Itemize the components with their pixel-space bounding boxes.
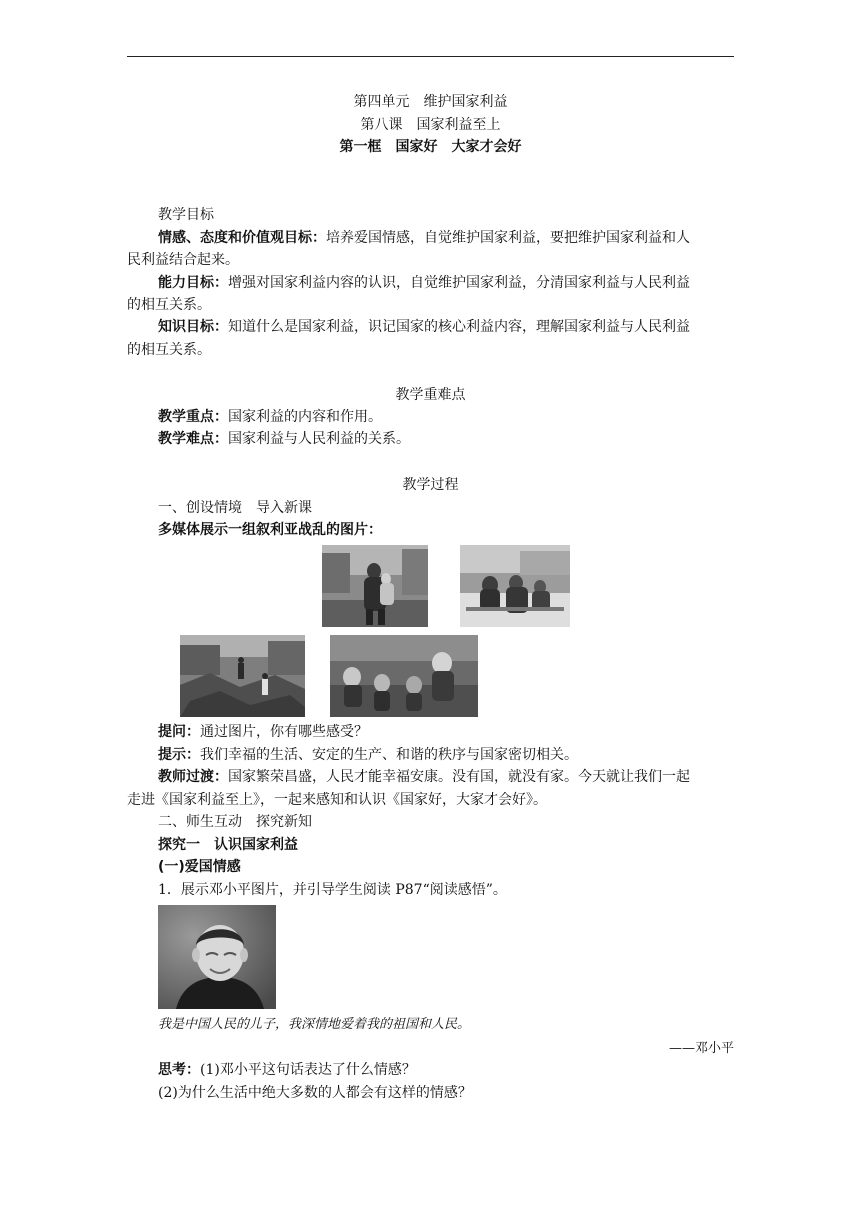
question-line [158,723,368,741]
key-points-heading: 教学重难点 [395,387,466,403]
focus-text: 国家利益的内容和作用。 [228,409,382,425]
war-photo-1 [322,545,428,627]
deng-xiaoping-portrait [158,905,276,1009]
think-text-1: (1)邓小平这句话表达了什么情感？ [200,1062,416,1078]
quote-author: ——邓小平 [668,1041,734,1056]
emotion-goal-cont: 民利益结合起来。 [127,252,239,268]
process-heading: 教学过程 [402,477,459,493]
war-photo-4 [330,635,478,717]
ability-goal-cont: 的相互关系。 [127,297,211,313]
unit-title: 第四单元 维护国家利益 [353,94,508,110]
ability-goal [158,274,690,292]
transition-line [158,768,690,786]
emotion-goal-text: 培养爱国情感，自觉维护国家利益，要把维护国家利益和人 [326,230,690,246]
question-text: 通过图片，你有哪些感受？ [200,724,368,740]
section-title: 第一框 国家好 大家才会好 [339,139,522,155]
transition-text: 国家繁荣昌盛，人民才能幸福安康。没有国，就没有家。今天就让我们一起 [228,769,690,785]
war-photo-2 [460,545,570,627]
deng-quote: 我是中国人民的儿子，我深情地爱着我的祖国和人民。 [158,1017,471,1032]
transition-label: 教师过渡： [158,769,228,785]
step2-heading: 二、师生互动 探究新知 [158,814,312,830]
header-rule [127,56,734,57]
sub1-heading: (一)爱国情感 [158,859,241,875]
hint-text: 我们幸福的生活、安定的生产、和谐的秩序与国家密切相关。 [200,747,578,763]
think-label: 思考： [158,1062,200,1078]
difficulty-text: 国家利益与人民利益的关系。 [228,431,410,447]
focus-label: 教学重点： [158,409,228,425]
goals-heading: 教学目标 [158,207,214,223]
emotion-goal-label: 情感、态度和价值观目标： [158,230,326,246]
hint-line [158,746,578,764]
transition-cont: 走进《国家利益至上》，一起来感知和认识《国家好，大家才会好》。 [127,792,547,808]
ability-goal-label: 能力目标： [158,275,228,291]
war-photo-3 [180,635,305,717]
think-line [158,1061,416,1079]
question-label: 提问： [158,724,200,740]
hint-label: 提示： [158,747,200,763]
difficulty-line [158,430,410,448]
knowledge-goal-text: 知道什么是国家利益，识记国家的核心利益内容，理解国家利益与人民利益 [228,319,690,335]
knowledge-goal-cont: 的相互关系。 [127,342,211,358]
lesson-title: 第八课 国家利益至上 [360,117,501,133]
knowledge-goal-label: 知识目标： [158,319,228,335]
step1-heading: 一、创设情境 导入新课 [158,500,312,516]
emotion-goal [158,229,690,247]
knowledge-goal [158,318,690,336]
media-intro: 多媒体展示一组叙利亚战乱的图片： [158,522,382,538]
item1-line: 1．展示邓小平图片，并引导学生阅读 P87“阅读感悟”。 [158,882,507,898]
think-text-2: (2)为什么生活中绝大多数的人都会有这样的情感？ [158,1085,472,1101]
difficulty-label: 教学难点： [158,431,228,447]
ability-goal-text: 增强对国家利益内容的认识，自觉维护国家利益，分清国家利益与人民利益 [228,275,690,291]
explore1-heading: 探究一 认识国家利益 [158,837,298,853]
focus-line [158,408,382,426]
